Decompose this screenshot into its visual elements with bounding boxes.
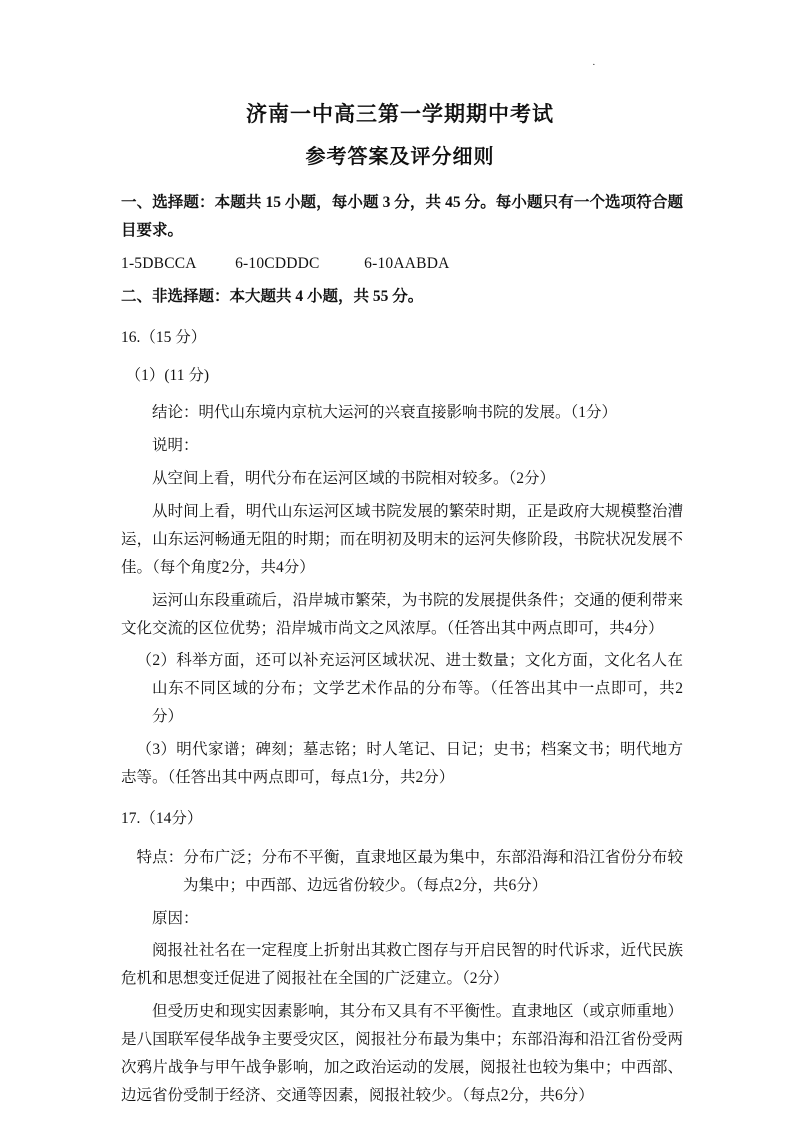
q16-canal-paragraph: 运河山东段重疏后，沿岸城市繁荣，为书院的发展提供条件；交通的便利带来文化交流的区位优势；沿岸城市尚文之风浓厚。（任答出其中两点即可，共4分） <box>121 591 683 637</box>
doc-content <box>121 189 683 1110</box>
doc-subtitle: 参考答案及评分细则 <box>305 146 495 168</box>
q17-reason1: 阅报社社名在一定程度上折射出其救亡图存与开启民智的时代诉求，近代民族危机和思想变迁促进了阅报社在全国的广泛建立。（2分） <box>121 942 683 988</box>
q16-space-view: 从空间上看，明代分布在运河区域的书院相对较多。（2分） <box>152 470 556 488</box>
q16-part2: （2）科举方面，还可以补充运河区域状况、进士数量；文化方面，文化名人在山东不同区域的分布；文学艺术作品的分布等。（任答出其中一点即可，共2分） <box>136 652 683 726</box>
essay-section-heading: 二、非选择题：本大题共 4 小题，共 55 分。 <box>121 287 424 305</box>
question-16-label: 16.（15 分） <box>121 328 207 346</box>
answer-group-1: 1-5DBCCA <box>121 254 197 272</box>
q16-part3: （3）明代家谱；碑刻；墓志铭；时人笔记、日记；史书；档案文书；明代地方志等。（任答出其中两点即可，每点1分，共2分） <box>121 741 683 787</box>
doc-title: 济南一中高三第一学期期中考试 <box>246 102 554 126</box>
choice-answers-row <box>121 250 683 278</box>
choice-section-heading: 一、选择题：本题共 15 小题，每小题 3 分，共 45 分。每小题只有一个选项符合题目要求。 <box>121 194 683 239</box>
q16-explain-label: 说明： <box>152 437 199 455</box>
q17-features: 特点：分布广泛；分布不平衡，直隶地区最为集中，东部沿海和沿江省份分布较为集中；中西部、边远省份较少。（每点2分，共6分） <box>136 848 683 894</box>
answer-group-2: 6-10CDDDC <box>235 254 320 272</box>
answer-group-3: 6-10AABDA <box>364 254 450 272</box>
stray-mark: · <box>592 59 596 71</box>
question-17-label: 17.（14分） <box>121 809 203 827</box>
q17-reason-label: 原因： <box>152 909 199 927</box>
q16-time-view: 从时间上看，明代山东运河区域书院发展的繁荣时期，正是政府大规模整治漕运，山东运河畅通无阻的时期；而在明初及明末的运河失修阶段，书院状况发展不佳。（每个角度2分，共4分） <box>121 503 683 576</box>
q17-reason2: 但受历史和现实因素影响，其分布又具有不平衡性。直隶地区（或京师重地）是八国联军侵华战争主要受灾区，阅报社分布最为集中；东部沿海和沿江省份受两次鸦片战争与甲午战争影响，加之政治运动的发展，阅报社也较为集中；中西部、边远省份受制于经济、交通等因素，阅报社较少。（每点2分，共6分） <box>121 1003 683 1104</box>
q16-conclusion: 结论：明代山东境内京杭大运河的兴衰直接影响书院的发展。（1分） <box>152 404 618 422</box>
q16-part1-label: （1）(11 分) <box>125 367 210 385</box>
